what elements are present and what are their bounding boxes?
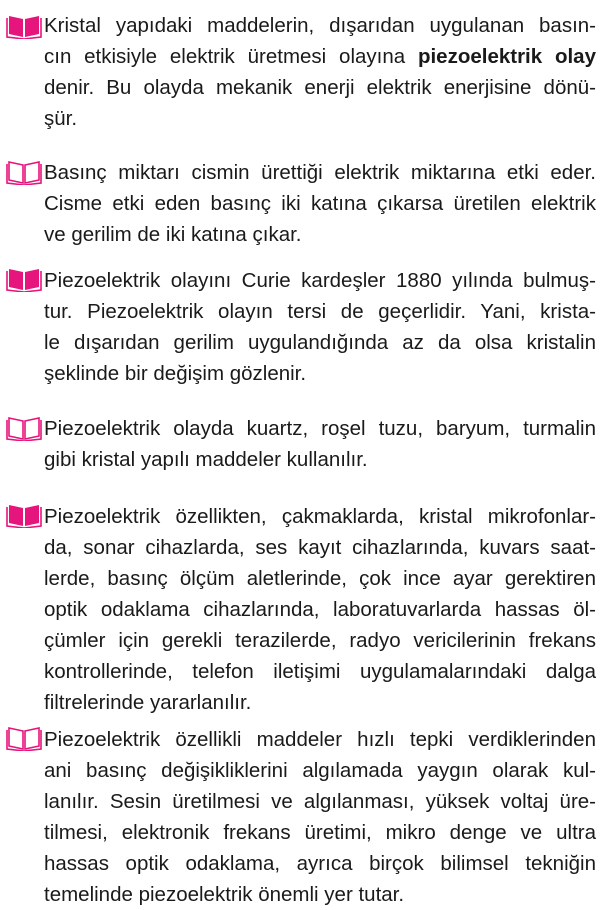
paragraph-line: cın etkisiyle elektrik üretmesi olayına piezoelektrik olay bbox=[44, 45, 596, 68]
outline-book-icon bbox=[6, 725, 42, 751]
filled-book-icon bbox=[6, 266, 42, 292]
paragraph-line: çümler için gerekli terazilerde, radyo vericilerinin frekans bbox=[44, 629, 596, 652]
key-term: piezoelektrik olay bbox=[417, 45, 596, 68]
paragraph-line: gibi kristal yapılı maddeler kullanılır. bbox=[44, 448, 368, 471]
paragraph-line: Piezoelektrik özellikli maddeler hızlı tepki verdiklerinden bbox=[44, 728, 596, 751]
paragraph-line: Basınç miktarı cismin ürettiği elektrik miktarına etki eder. bbox=[44, 161, 596, 184]
paragraph-line: filtrelerinde yararlanılır. bbox=[44, 691, 252, 714]
paragraph-line: Kristal yapıdaki maddelerin, dışarıdan uygulanan basın- bbox=[44, 14, 596, 37]
outline-book-icon bbox=[6, 159, 42, 185]
paragraph-line: şeklinde bir değişim gözlenir. bbox=[44, 362, 307, 385]
paragraph-line: tur. Piezoelektrik olayın tersi de geçerlidir. Yani, krista- bbox=[44, 300, 596, 323]
paragraph-line: Cisme etki eden basınç iki katına çıkarsa üretilen elektrik bbox=[44, 192, 596, 215]
paragraph-line: denir. Bu olayda mekanik enerji elektrik enerjisine dönü- bbox=[44, 76, 596, 99]
paragraph-line: temelinde piezoelektrik önemli yer tutar. bbox=[44, 883, 405, 906]
paragraph-line: ani basınç değişikliklerini algılamada yaygın olarak kul- bbox=[44, 759, 596, 782]
paragraph-line: da, sonar cihazlarda, ses kayıt cihazlarında, kuvars saat- bbox=[44, 536, 596, 559]
paragraph-line: tilmesi, elektronik frekans üretimi, mikro denge ve ultra bbox=[44, 821, 596, 844]
paragraph-line: Piezoelektrik özellikten, çakmaklarda, kristal mikrofonlar- bbox=[44, 505, 596, 528]
filled-book-icon bbox=[6, 502, 42, 528]
paragraph-line: Piezoelektrik olayda kuartz, roşel tuzu, baryum, turmalin bbox=[44, 417, 596, 440]
paragraph-line: Piezoelektrik olayını Curie kardeşler 1880 yılında bulmuş- bbox=[44, 269, 596, 292]
paragraph-line: optik odaklama cihazlarında, laboratuvarlarda hassas öl- bbox=[44, 598, 596, 621]
paragraph-line: kontrollerinde, telefon iletişimi uygulamalarındaki dalga bbox=[44, 660, 596, 683]
paragraph-line: lanılır. Sesin üretilmesi ve algılanması, yüksek voltaj üre- bbox=[44, 790, 596, 813]
filled-book-icon bbox=[6, 13, 42, 39]
outline-book-icon bbox=[6, 415, 42, 441]
paragraph-line: hassas optik odaklama, ayrıca birçok bilimsel tekniğin bbox=[44, 852, 596, 875]
paragraph-line: le dışarıdan gerilim uygulandığında az da olsa kristalin bbox=[44, 331, 596, 354]
paragraph-line: ve gerilim de iki katına çıkar. bbox=[44, 223, 302, 246]
paragraph-line: şür. bbox=[44, 107, 78, 130]
paragraph-line: lerde, basınç ölçüm aletlerinde, çok ince ayar gerektiren bbox=[44, 567, 596, 590]
